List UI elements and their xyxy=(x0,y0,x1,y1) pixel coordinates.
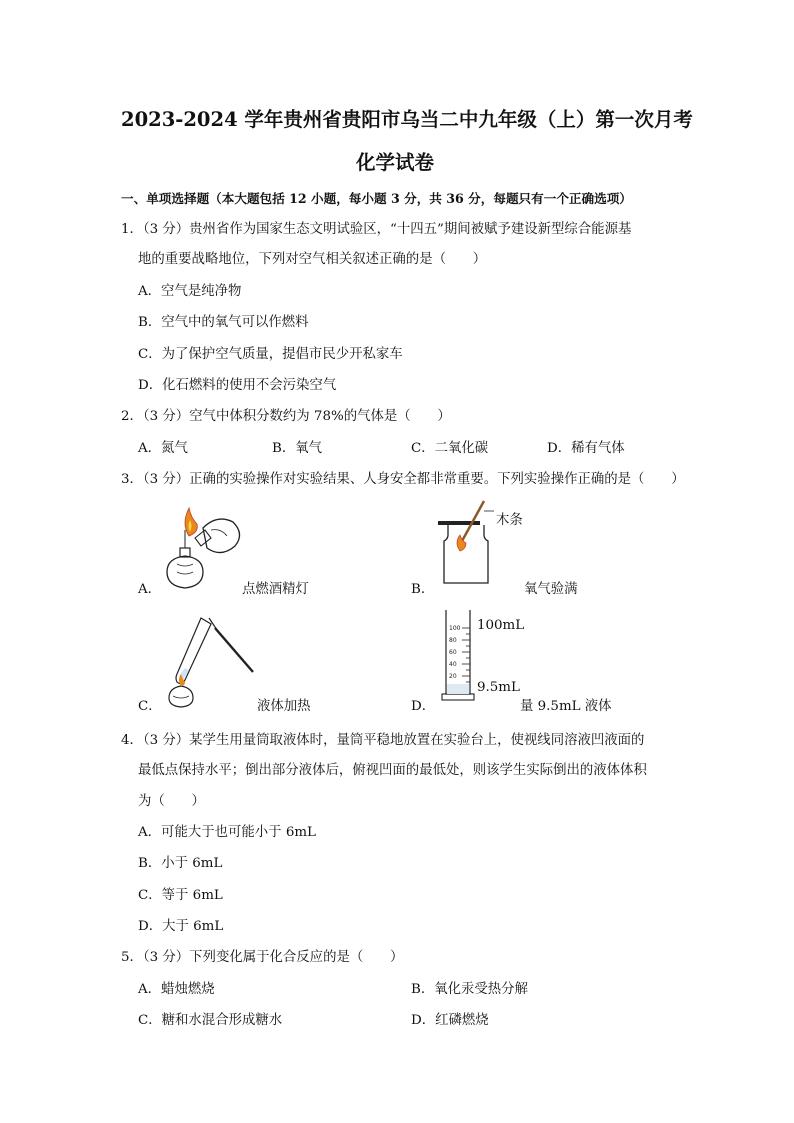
q3-option-d-letter: D． xyxy=(411,699,436,714)
q3-option-d-caption: 量 9.5mL 液体 xyxy=(520,699,612,714)
q4-option-d: D．大于 6mL xyxy=(138,919,224,934)
q3-stem: 3．（3 分）正确的实验操作对实验结果、人身安全都非常重要。下列实验操作正确的是（ ） xyxy=(121,472,685,487)
cylinder-tick-40: 40 xyxy=(449,661,457,668)
q3-option-c-letter: C． xyxy=(138,699,162,714)
cylinder-tick-80: 80 xyxy=(449,637,457,644)
q1-option-d: D．化石燃料的使用不会污染空气 xyxy=(138,378,337,393)
cylinder-tick-60: 60 xyxy=(449,649,457,656)
q2-option-d: D．稀有气体 xyxy=(547,441,625,456)
page-subtitle: 化学试卷 xyxy=(356,151,435,174)
q2-stem: 2．（3 分）空气中体积分数约为 78%的气体是（ ） xyxy=(121,409,451,424)
q5-stem: 5．（3 分）下列变化属于化合反应的是（ ） xyxy=(121,950,404,965)
alcohol-lamp-lighting-figure xyxy=(155,500,245,595)
q5-option-a: A．蜡烛燃烧 xyxy=(138,982,215,997)
q1-stem-line1: 1．（3 分）贵州省作为国家生态文明试验区，“十四五”期间被赋予建设新型综合能源基 xyxy=(121,222,632,237)
page-title: 2023-2024 学年贵州省贵阳市乌当二中九年级（上）第一次月考 xyxy=(121,108,693,131)
liquid-heating-figure xyxy=(155,610,265,710)
q1-option-a: A．空气是纯净物 xyxy=(138,284,242,299)
q4-stem-line2: 最低点保持水平；倒出部分液体后，俯视凹面的最低处，则该学生实际倒出的液体体积 xyxy=(138,763,647,778)
q1-stem-line2: 地的重要战略地位，下列对空气相关叙述正确的是（ ） xyxy=(138,252,487,267)
q4-option-c: C．等于 6mL xyxy=(138,888,223,903)
q5-option-d: D．红磷燃烧 xyxy=(411,1013,489,1028)
q5-option-c: C．糖和水混合形成糖水 xyxy=(138,1013,283,1028)
q5-option-b: B．氧化汞受热分解 xyxy=(411,982,528,997)
section-heading: 一、单项选择题（本大题包括 12 小题，每小题 3 分，共 36 分，每题只有一个正确选项） xyxy=(121,191,632,206)
q2-option-c: C．二氧化碳 xyxy=(411,441,489,456)
q3-option-b-caption: 氧气验满 xyxy=(524,582,578,597)
q1-option-c: C．为了保护空气质量，提倡市民少开私家车 xyxy=(138,347,403,362)
q3-option-a-caption: 点燃酒精灯 xyxy=(242,582,309,597)
cylinder-reading-label: 9.5mL xyxy=(477,680,520,695)
q2-option-b: B．氧气 xyxy=(272,441,323,456)
q1-option-b: B．空气中的氧气可以作燃料 xyxy=(138,315,309,330)
q4-stem-line3: 为（ ） xyxy=(138,794,205,809)
wood-stick-label: 木条 xyxy=(496,513,523,528)
cylinder-tick-20: 20 xyxy=(449,673,457,680)
q2-option-a: A．氮气 xyxy=(138,441,188,456)
cylinder-tick-100: 100 xyxy=(449,625,461,632)
q4-stem-line1: 4．（3 分）某学生用量筒取液体时，量筒平稳地放置在实验台上，使视线同溶液凹液面的 xyxy=(121,733,645,748)
q4-option-b: B．小于 6mL xyxy=(138,856,223,871)
q3-option-a-letter: A． xyxy=(138,582,162,597)
cylinder-capacity-label: 100mL xyxy=(477,618,525,633)
q4-option-a: A．可能大于也可能小于 6mL xyxy=(138,825,316,840)
measuring-cylinder-figure xyxy=(440,608,480,703)
q3-option-b-letter: B． xyxy=(411,582,435,597)
q3-option-c-caption: 液体加热 xyxy=(257,699,311,714)
